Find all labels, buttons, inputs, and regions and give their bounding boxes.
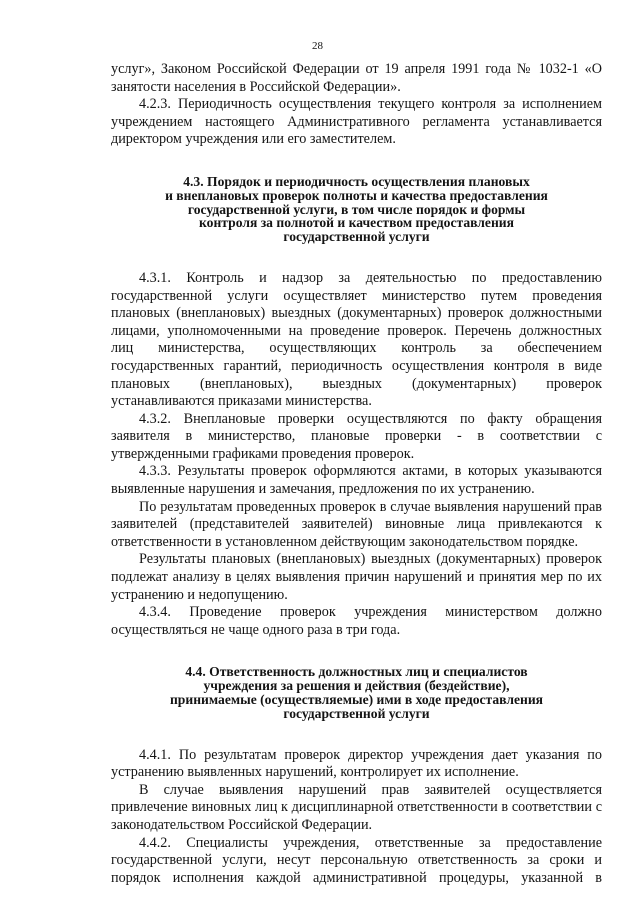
heading-line: государственной услуги xyxy=(283,705,430,721)
heading-line: принимаемые (осуществляемые) ими в ходе предоставления xyxy=(169,692,544,708)
paragraph: услуг», Законом Российской Федерации от 19 апреля 1991 года № 1032-1 «О занятости населения в Российской Федерации». xyxy=(111,61,602,95)
section-4-4-body xyxy=(111,747,602,888)
heading-line: государственной услуги, в том числе порядок и формы xyxy=(187,201,526,217)
paragraph-4-4-1: 4.4.1. По результатам проверок директор учреждения дает указания по устранению выявленных нарушений, контролирует их исполнение. xyxy=(111,746,602,781)
heading-line: государственной услуги xyxy=(283,229,430,245)
heading-line: контроля за полнотой и качеством предоставления xyxy=(199,215,514,231)
paragraph: Результаты плановых (внеплановых) выездных (документарных) проверок подлежат анализу в целях выявления причин нарушений и принятия мер по их устранению и недопущению. xyxy=(111,551,602,603)
top-paragraphs xyxy=(111,61,602,149)
paragraph-4-4-2: 4.4.2. Специалисты учреждения, ответственные за предоставление государственной услуги, несут персональную ответственность за сроки и порядок исполнения каждой административной процедуры, указанной в xyxy=(111,834,602,886)
page-number: 28 xyxy=(312,40,323,52)
section-heading-4-3 xyxy=(111,175,602,244)
heading-line: учреждения за решения и действия (бездействие), xyxy=(203,678,510,694)
paragraph-4-3-3: 4.3.3. Результаты проверок оформляются актами, в которых указываются выявленные нарушения и замечания, предложения по их устранению. xyxy=(111,463,602,498)
paragraph: По результатам проведенных проверок в случае выявления нарушений прав заявителей (представителей заявителей) виновные лица привлекаются к ответственности в установленном действующим законодательством порядке. xyxy=(111,498,602,550)
section-heading-4-4 xyxy=(111,665,602,720)
paragraph-4-3-4: 4.3.4. Проведение проверок учреждения министерством должно осуществляться не чаще одного раза в три года. xyxy=(111,604,602,638)
heading-line: 4.3. Порядок и периодичность осуществления плановых xyxy=(183,173,530,189)
heading-line: и внеплановых проверок полноты и качества предоставления xyxy=(165,187,548,203)
paragraph: В случае выявления нарушений прав заявителей осуществляется привлечение виновных лиц к дисциплинарной ответственности в соответствии с законодательством Российской Федерации. xyxy=(111,781,602,833)
section-4-3-body xyxy=(111,270,602,639)
paragraph-4-3-1: 4.3.1. Контроль и надзор за деятельностью по предоставлению государственной услуги осуществляет министерство путем проведения плановых (внеплановых) выездных (документарных) проверок должностными лицами, уполномоченными на проведение проверок. Перечень должностных лиц министерства, осуществляющих контроль за обеспечением государственных гарантий, периодичность осуществления контроля в виде плановых (внеплановых), выездных (документарных) проверок устанавливаются приказами министерства. xyxy=(111,269,602,410)
paragraph-4-3-2: 4.3.2. Внеплановые проверки осуществляются по факту обращения заявителя в министерство, плановые проверки - в соответствии с утвержденными графиками проведения проверок. xyxy=(111,410,602,462)
heading-line: 4.4. Ответственность должностных лиц и специалистов xyxy=(185,664,528,680)
paragraph-4-2-3: 4.2.3. Периодичность осуществления текущего контроля за исполнением учреждением настоящего Административного регламента устанавливается директором учреждения или его заместителем. xyxy=(111,96,602,148)
document-body xyxy=(111,61,602,887)
